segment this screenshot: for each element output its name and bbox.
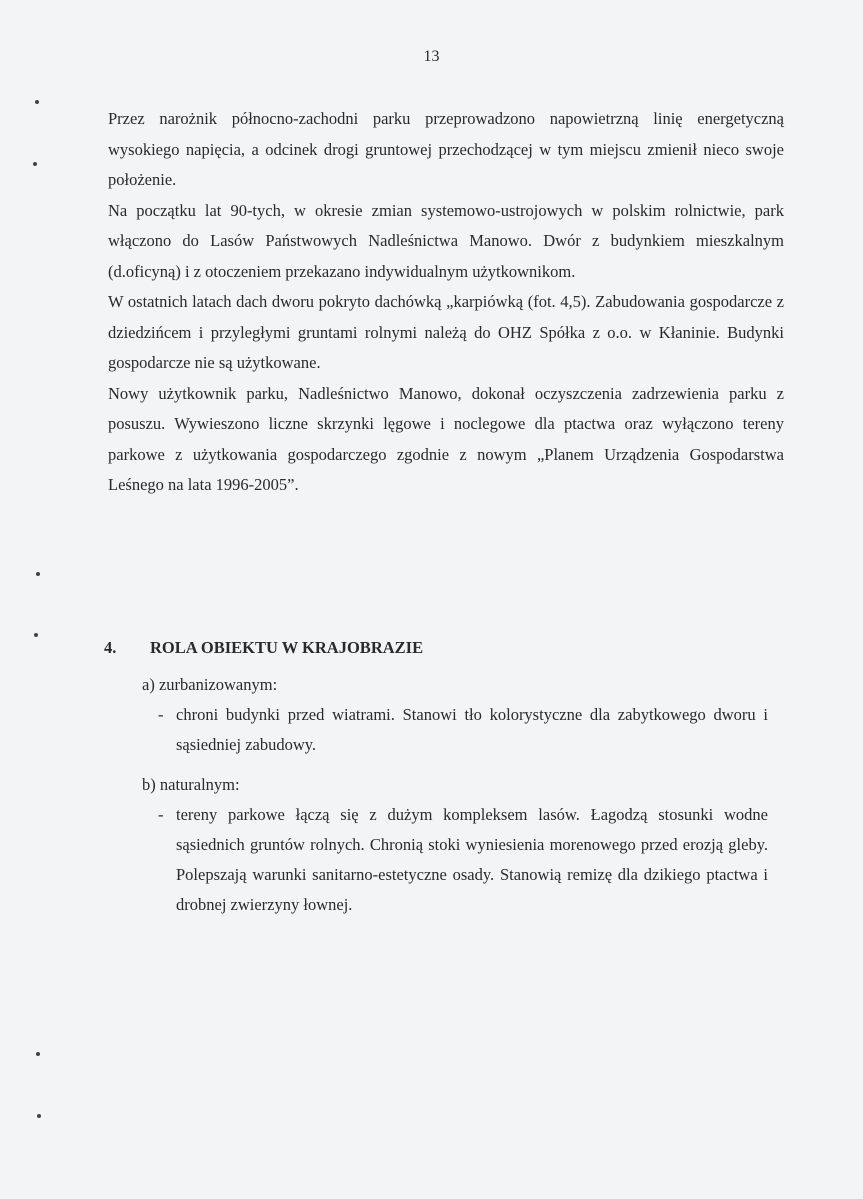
page-number: 13	[423, 48, 440, 65]
paragraph-new-user: Nowy użytkownik parku, Nadleśnictwo Manowo, dokonał oczyszczenia zadrzewienia parku z posuszu. Wywieszono liczne skrzynki lęgowe i noclegowe dla ptactwa oraz wyłączono tereny parkowe z użytkowania gospodarczego zgodnie z nowym „Planem Urządzenia Gospodarstwa Leśnego na lata 1996-2005”.	[108, 383, 784, 494]
scan-mark	[35, 100, 39, 104]
subsection-label-urban: a) zurbanizowanym:	[142, 675, 278, 694]
subsection-label-natural: b) naturalnym:	[142, 775, 240, 794]
section-landscape-role	[104, 636, 784, 920]
section-heading	[104, 636, 784, 660]
bullet-text: tereny parkowe łączą się z dużym kompleksem lasów. Łagodzą stosunki wodne sąsiednich gruntów rolnych. Chronią stoki wyniesienia morenowego przed erozją gleby. Polepszają warunki sanitarno-estetyczne osady. Stanowią remizę dla dzikiego ptactwa i drobnej zwierzyny łownej.	[176, 805, 768, 914]
paragraph-roof: W ostatnich latach dach dworu pokryto dachówką „karpiówką (fot. 4,5). Zabudowania gospodarcze z dziedzińcem i przyległymi gruntami rolnymi należą do OHZ Spółka z o.o. w Kłaninie. Budynki gospodarcze nie są użytkowane.	[108, 292, 784, 372]
section-number: 4.	[104, 638, 117, 657]
scan-mark	[36, 572, 40, 576]
bullet-dash: -	[158, 705, 164, 724]
scan-mark	[33, 162, 37, 166]
paragraph-state-forests: Na początku lat 90-tych, w okresie zmian systemowo-ustrojowych w polskim rolnictwie, park włączono do Lasów Państwowych Nadleśnictwa Manowo. Dwór z budynkiem mieszkalnym (d.oficyną) i z otoczeniem przekazano indywidualnym użytkownikom.	[108, 200, 784, 281]
scan-mark	[37, 1114, 41, 1118]
body-text	[108, 104, 784, 501]
paragraph-power-line: Przez narożnik północno-zachodni parku przeprowadzono napowietrzną linię energetyczną wysokiego napięcia, a odcinek drogi gruntowej przechodzącej w tym miejscu zmienił nieco swoje położenie.	[108, 109, 784, 189]
bullet-item-urban	[158, 700, 784, 760]
bullet-dash: -	[158, 805, 164, 824]
scan-mark	[34, 633, 38, 637]
scan-mark	[36, 1052, 40, 1056]
bullet-item-natural	[158, 800, 784, 920]
bullet-text: chroni budynki przed wiatrami. Stanowi tło kolorystyczne dla zabytkowego dworu i sąsiedniej zabudowy.	[176, 705, 768, 754]
section-title: ROLA OBIEKTU W KRAJOBRAZIE	[150, 638, 424, 657]
